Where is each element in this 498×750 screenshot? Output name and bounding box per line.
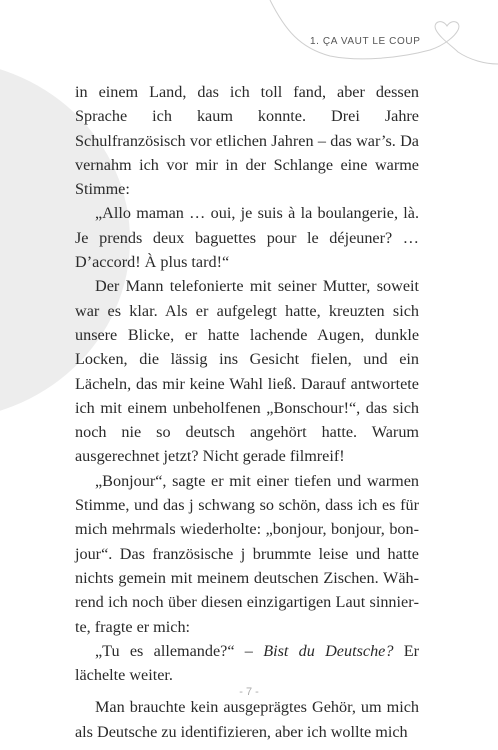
question-tail: Er lächelte weiter. bbox=[75, 641, 420, 685]
running-head-title: 1. ÇA VAUT LE COUP bbox=[310, 36, 421, 47]
decorative-swoosh-line bbox=[270, 0, 498, 64]
paragraph: Der Mann telefonierte mit seiner Mutter, soweit war es klar. Als er aufgelegt hatte, kreuzten sich unsere Blicke, er hatte lachende Augen, dunkle Locken, die lässig ins Gesicht fielen, und ein Lächeln, das mir keine Wahl ließ. Darauf antwortete ich mit einem unbeholfenen „Bonschour!“, das sich noch nie so deutsch angehört hatte. Warum ausgerechnet jetzt? Nicht gerade filmreif! bbox=[75, 277, 419, 466]
paragraph: „Bonjour“, sagte er mit einer tiefen und warmen Stimme, und das j schwang so schön, dass ich es für mich mehrmals wiederholte: „bonjour, bonjour, bonjour“. Das französische j brummte leise und hatte nichts gemein mit meinem deutschen Zischen. Während ich noch über diesen einzigartigen Laut sinnierte, fragte er mich: bbox=[75, 471, 419, 636]
paragraph-question bbox=[75, 639, 419, 688]
paragraph: in einem Land, das ich toll fand, aber dessen Sprache ich kaum konnte. Drei Jahre Schulfranzösisch vor etlichen Jahren – das war’s. Da vernahm ich vor mir in der Schlange eine warme Stimme: bbox=[75, 83, 419, 199]
page-number: - 7 - bbox=[239, 686, 259, 698]
page-body-text bbox=[75, 80, 419, 744]
paragraph-quote: „Allo maman … oui, je suis à la boulangerie, là. Je prends deux baguettes pour le déjeuner? … D’accord! À plus tard!“ bbox=[75, 204, 419, 272]
question-quote: „Tu es allemande?“ – bbox=[95, 641, 264, 660]
paragraph: Man brauchte kein ausgeprägtes Gehör, um mich als Deutsche zu identifizieren, aber ich wollte mich bbox=[75, 698, 419, 741]
question-translation: Bist du Deutsche? bbox=[263, 641, 394, 660]
